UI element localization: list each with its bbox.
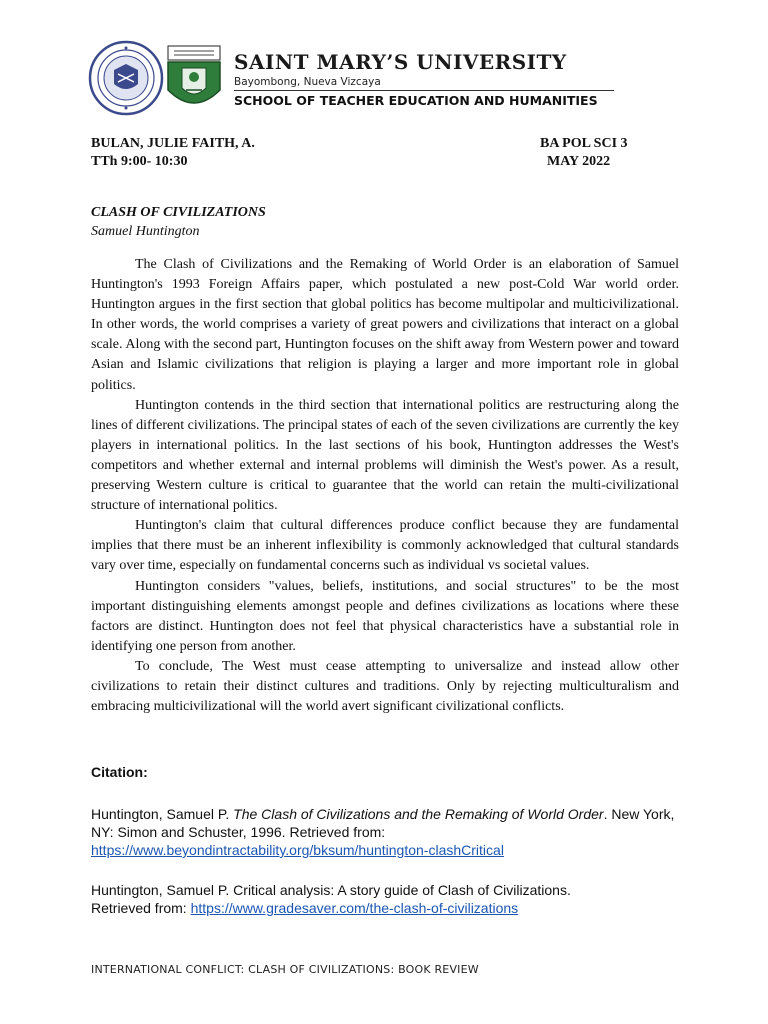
- letterhead: [88, 40, 688, 120]
- paragraph-2: Huntington contends in the third section that international politics are restructuring along the lines of different civilizations. The principal states of each of the seven civilizations are currently the key players in international politics. In the last sections of his book, Huntington addresses the West's competitors and whether external and internal problems will diminish the West's power. As a result, preserving Western culture is critical to guarantee that the world can retain the multi-civilizational structure of international politics.: [91, 397, 679, 514]
- citation-2-prefix: Huntington, Samuel P. Critical analysis: A story guide of Clash of Civilizations.: [91, 882, 571, 898]
- student-name: BULAN, JULIE FAITH, A.: [91, 136, 255, 151]
- review-body: [91, 255, 679, 717]
- paragraph-4: Huntington considers "values, beliefs, institutions, and social structures" to be the most important distinguishing elements amongst people and defines civilizations as locations where these factors are distinct. Huntington does not feel that physical characteristics have a substantial role in identifying one person from another.: [91, 578, 679, 654]
- university-seal-icon: [88, 40, 164, 116]
- citation-1-title: The Clash of Civilizations and the Remaking of World Order: [233, 806, 604, 822]
- university-location: Bayombong, Nueva Vizcaya: [234, 76, 381, 88]
- paragraph-1: The Clash of Civilizations and the Remaking of World Order is an elaboration of Samuel Huntington's 1993 Foreign Affairs paper, which postulated a new post-Cold War world order. Huntington argues in the first section that global politics has become multipolar and multicivilizational. In other words, the world comprises a variety of great powers and civilizations that interact on a global scale. Along with the second part, Huntington focuses on the shift away from Western power and toward Asian and Islamic civilizations that religion is playing a larger and more important role in global politics.: [91, 257, 679, 393]
- document-title: CLASH OF CIVILIZATIONS: [91, 205, 266, 220]
- submission-date: MAY 2022: [547, 154, 611, 169]
- paragraph-3: Huntington's claim that cultural differences produce conflict because they are fundamental implies that there must be an inherent inflexibility is commonly acknowledged that cultural standards vary over time, especially on fundamental concerns such as individual vs societal values.: [91, 518, 679, 574]
- course-code: BA POL SCI 3: [540, 136, 628, 151]
- citation-2-suffix: Retrieved from:: [91, 900, 191, 916]
- citation-2-link[interactable]: https://www.gradesaver.com/the-clash-of-civilizations: [190, 900, 519, 916]
- school-crest-icon: [162, 44, 226, 116]
- citation-heading: Citation:: [91, 764, 148, 780]
- citation-1-suffix: . New York, NY: Simon and Schuster, 1996. Retrieved from:: [91, 806, 675, 840]
- header-divider: [234, 90, 614, 91]
- page-footer: INTERNATIONAL CONFLICT: CLASH OF CIVILIZATIONS: BOOK REVIEW: [91, 963, 479, 976]
- book-author: Samuel Huntington: [91, 224, 200, 239]
- university-name: SAINT MARY’S UNIVERSITY: [234, 50, 567, 74]
- paragraph-5: To conclude, The West must cease attempting to universalize and instead allow other civilizations to retain their distinct cultures and traditions. Only by rejecting multiculturalism and embracing multicivilizational will the world avert significant civilizational conflicts.: [91, 658, 679, 715]
- citation-entry-2: [91, 881, 691, 917]
- citation-entry-1: [91, 805, 691, 859]
- student-info: [91, 135, 255, 171]
- citation-1-prefix: Huntington, Samuel P.: [91, 806, 234, 822]
- course-info: [540, 135, 628, 171]
- document-title-block: [91, 203, 266, 241]
- school-name: SCHOOL OF TEACHER EDUCATION AND HUMANITIES: [234, 93, 598, 108]
- citation-1-link[interactable]: https://www.beyondintractability.org/bksum/huntington-clashCritical: [91, 842, 504, 858]
- class-schedule: TTh 9:00- 10:30: [91, 154, 188, 169]
